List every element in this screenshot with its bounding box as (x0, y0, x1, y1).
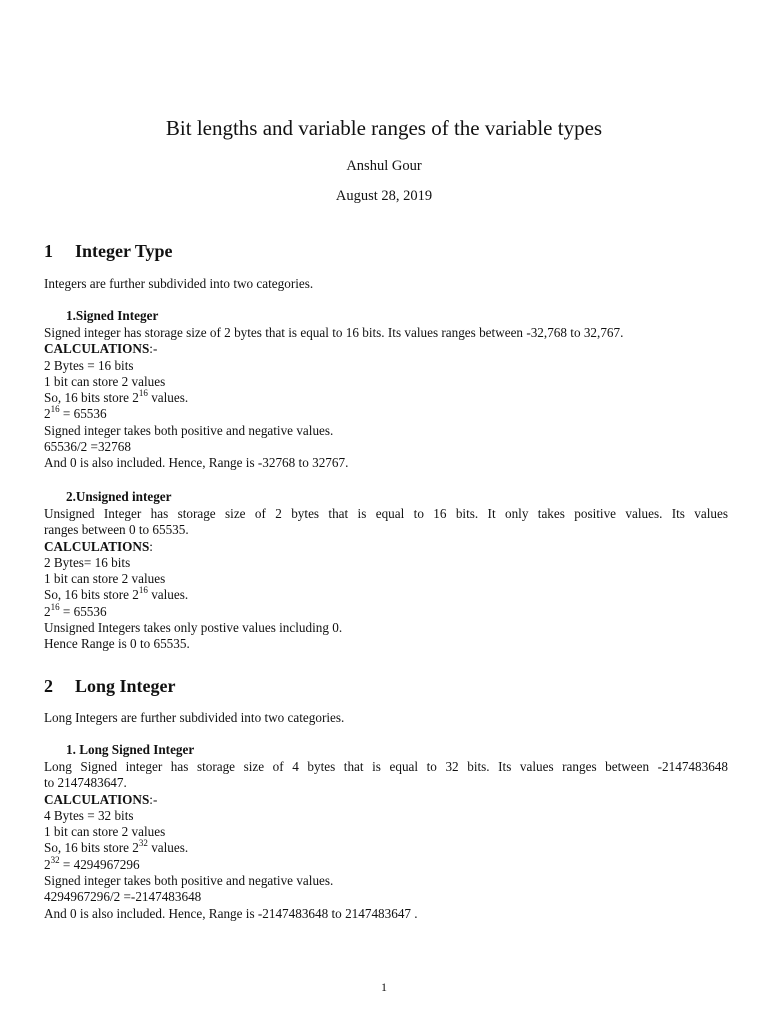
section-intro: Integers are further subdivided into two categories. (44, 276, 314, 291)
subsection-body-signed-integer (44, 325, 728, 472)
section-intro: Long Integers are further subdivided into two categories. (44, 710, 345, 725)
calc-line: 1 bit can store 2 values (44, 373, 166, 389)
calc-line: Hence Range is 0 to 65535. (44, 636, 190, 652)
calc-line: Signed integer takes both positive and negative values. (44, 422, 334, 438)
subsection-body-unsigned-integer (44, 506, 728, 653)
description: Long Signed integer has storage size of 4 bytes that is equal to 32 bits. Its values ranges between -2147483648 (44, 759, 728, 774)
calculations-label: CALCULATIONS: (44, 538, 153, 554)
calc-line: So, 16 bits store $2^{32}$ values. (44, 838, 189, 856)
calc-line: 1 bit can store 2 values (44, 824, 166, 840)
calc-line: And 0 is also included. Hence, Range is -2147483648 to 2147483647 . (44, 905, 418, 921)
calc-line: 4 Bytes = 32 bits (44, 807, 134, 823)
section-number: 1 (44, 241, 53, 261)
description: to 2147483647. (44, 775, 127, 791)
subsection-body-long-signed-integer (44, 759, 728, 922)
calculations-label: CALCULATIONS:- (44, 791, 158, 807)
section-title: Integer Type (75, 241, 173, 261)
subsection-heading-unsigned-integer: 2.Unsigned integer (66, 489, 172, 504)
calc-line: 65536/2 =32768 (44, 439, 131, 455)
calc-line: Signed integer takes both positive and negative values. (44, 873, 334, 889)
section-heading-integer-type (44, 241, 173, 262)
section-title: Long Integer (75, 676, 176, 696)
document-author: Anshul Gour (346, 158, 422, 174)
calc-line: 2 Bytes= 16 bits (44, 554, 131, 570)
calc-line: Unsigned Integers takes only postive values including 0. (44, 620, 343, 636)
calc-line: So, 16 bits store $2^{16}$ values. (44, 585, 189, 603)
calc-line: And 0 is also included. Hence, Range is -32768 to 32767. (44, 455, 349, 471)
document-date: August 28, 2019 (335, 188, 433, 204)
calc-line: So, 16 bits store $2^{16}$ values. (44, 388, 189, 406)
description: ranges between 0 to 65535. (44, 522, 189, 538)
calc-line: 1 bit can store 2 values (44, 571, 166, 587)
calc-line: $2^{16} = 65536$ (44, 601, 107, 619)
calc-line: $2^{16} = 65536$ (44, 404, 107, 422)
calc-line: 4294967296/2 =-2147483648 (44, 889, 202, 905)
subsection-heading-signed-integer: 1.Signed Integer (66, 308, 159, 323)
description: Unsigned Integer has storage size of 2 bytes that is equal to 16 bits. It only takes positive values. Its values (44, 506, 728, 521)
page-number: 1 (381, 980, 387, 994)
section-number: 2 (44, 676, 53, 696)
calc-line: 2 Bytes = 16 bits (44, 357, 134, 373)
subsection-heading-long-signed-integer: 1. Long Signed Integer (66, 742, 195, 757)
description: Signed integer has storage size of 2 bytes that is equal to 16 bits. Its values ranges between -32,768 to 32,767. (44, 325, 624, 340)
calc-line: $2^{32} = 4294967296$ (44, 854, 140, 872)
document-title: Bit lengths and variable ranges of the variable types (165, 116, 603, 140)
section-heading-long-integer (44, 676, 176, 697)
calculations-label: CALCULATIONS:- (44, 341, 158, 357)
